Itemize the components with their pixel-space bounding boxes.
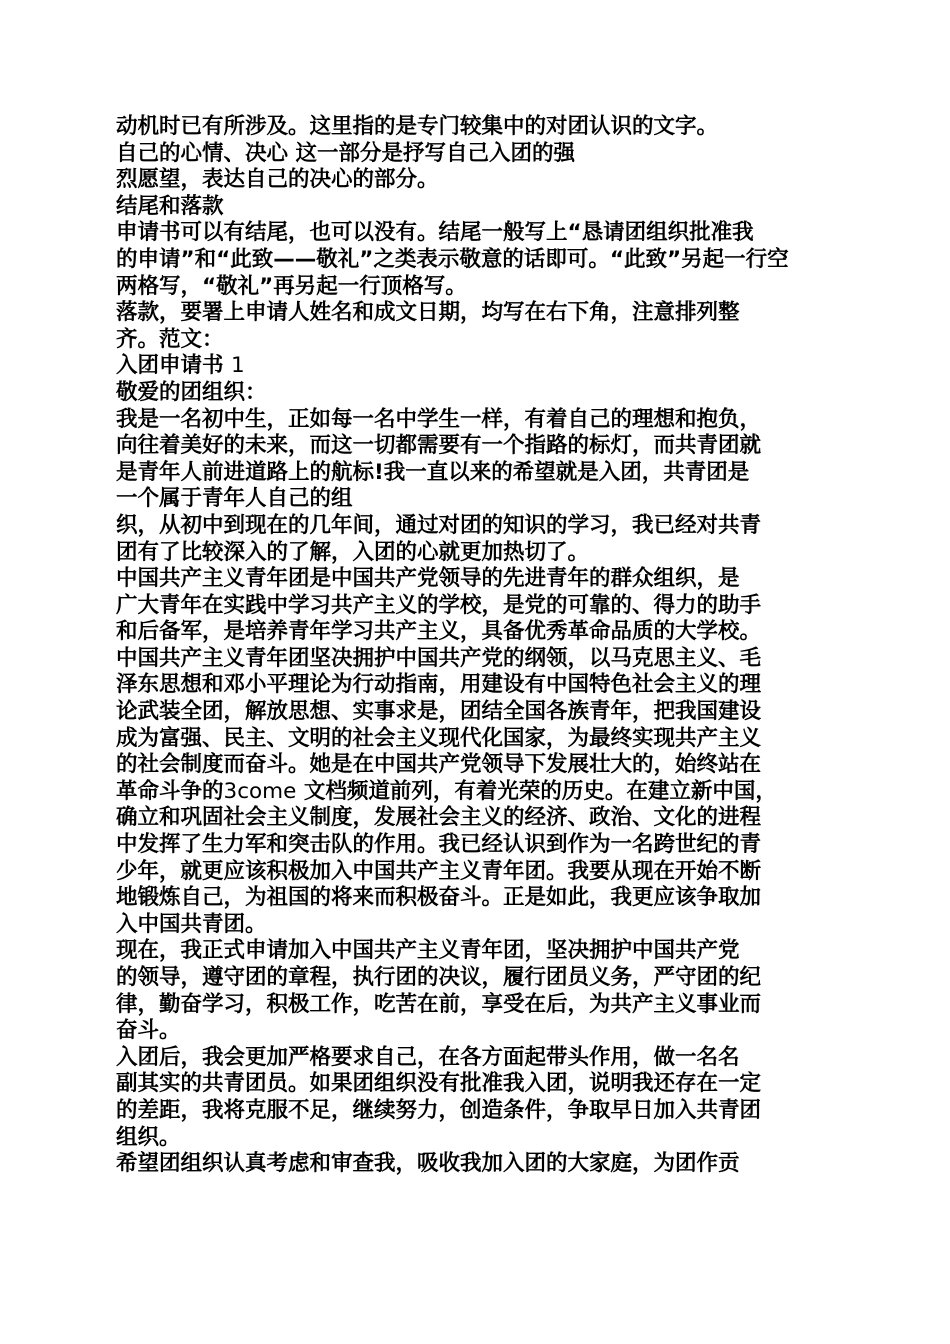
section-heading: 结尾和落款	[116, 193, 224, 219]
text-line: 律，勤奋学习，积极工作，吃苦在前，享受在后，为共产主义事业而	[116, 991, 762, 1017]
text-fragment: 革命斗争的	[116, 778, 224, 804]
text-line: 希望团组织认真考虑和审查我，吸收我加入团的大家庭，为团作贡	[116, 1151, 740, 1177]
brand-fragment: 3come	[223, 778, 297, 804]
document-body	[116, 114, 838, 1178]
text-line: 入团后，我会更加严格要求自己，在各方面起带头作用，做一名名	[116, 1044, 740, 1070]
text-line: 织，从初中到现在的几年间，通过对团的知识的学习，我已经对共青	[116, 512, 762, 538]
text-line: 的社会制度而奋斗。她是在中国共产党领导下发展壮大的，始终站在	[116, 752, 762, 778]
text-line: 动机时已有所涉及。这里指的是专门较集中的对团认识的文字。	[116, 114, 719, 139]
text-line: 确立和巩固社会主义制度，发展社会主义的经济、政治、文化的进程	[116, 805, 762, 831]
text-line: 两格写，“敬礼”再另起一行顶格写。	[116, 273, 467, 299]
text-line: 中国共产主义青年团坚决拥护中国共产党的纲领，以马克思主义、毛	[116, 645, 762, 671]
text-line: 齐。范文：	[116, 326, 224, 352]
text-line: 自己的心情、决心 这一部分是抒写自己入团的强	[116, 140, 575, 166]
text-line: 论武装全团，解放思想、实事求是，团结全国各族青年，把我国建设	[116, 699, 762, 725]
text-line: 和后备军，是培养青年学习共产主义，具备优秀革命品质的大学校。	[116, 619, 762, 645]
text-line: 向往着美好的未来，而这一切都需要有一个指路的标灯，而共青团就	[116, 433, 762, 459]
text-line: 成为富强、民主、文明的社会主义现代化国家，为最终实现共产主义	[116, 725, 762, 751]
text-line: 奋斗。	[116, 1018, 181, 1044]
sample-title	[116, 353, 838, 380]
text-line: 烈愿望，表达自己的决心的部分。	[116, 167, 439, 193]
text-line: 是青年人前进道路上的航标!我一直以来的希望就是入团，共青团是	[116, 459, 750, 485]
text-line: 团有了比较深入的了解，入团的心就更加热切了。	[116, 539, 590, 565]
text-line: 地锻炼自己，为祖国的将来而积极奋斗。正是如此，我更应该争取加	[116, 885, 762, 911]
text-line: 中国共产主义青年团是中国共产党领导的先进青年的群众组织，是	[116, 566, 740, 592]
text-line: 的差距，我将克服不足，继续努力，创造条件，争取早日加入共青团	[116, 1097, 762, 1123]
text-line: 副其实的共青团员。如果团组织没有批准我入团，说明我还存在一定	[116, 1071, 762, 1097]
text-line: 中发挥了生力军和突击队的作用。我已经认识到作为一名跨世纪的青	[116, 832, 762, 858]
text-line: 的申请”和“此致——敬礼”之类表示敬意的话即可。“此致”另起一行空	[116, 246, 789, 272]
text-line: 少年，就更应该积极加入中国共产主义青年团。我要从现在开始不断	[116, 858, 762, 884]
text-line: 一个属于青年人自己的组	[116, 486, 353, 512]
text-line: 落款，要署上申请人姓名和成文日期，均写在右下角，注意排列整	[116, 300, 740, 326]
text-line: 组织。	[116, 1124, 181, 1150]
text-line: 我是一名初中生，正如每一名中学生一样，有着自己的理想和抱负，	[116, 406, 762, 432]
sample-title-text: 入团申请书	[116, 353, 224, 379]
text-line: 广大青年在实践中学习共产主义的学校，是党的可靠的、得力的助手	[116, 592, 762, 618]
text-line: 泽东思想和邓小平理论为行动指南，用建设有中国特色社会主义的理	[116, 672, 762, 698]
salutation: 敬爱的团组织：	[116, 379, 267, 405]
text-fragment: 文档频道前列，有着光荣的历史。在建立新中国，	[303, 778, 777, 804]
text-line: 的领导，遵守团的章程，执行团的决议，履行团员义务，严守团的纪	[116, 965, 762, 990]
text-line-with-brand	[116, 779, 838, 806]
text-line: 现在，我正式申请加入中国共产主义青年团，坚决拥护中国共产党	[116, 938, 740, 964]
text-line: 入中国共青团。	[116, 911, 267, 937]
text-line: 申请书可以有结尾，也可以没有。结尾一般写上“恳请团组织批准我	[116, 220, 754, 246]
sample-number: 1	[231, 353, 245, 379]
